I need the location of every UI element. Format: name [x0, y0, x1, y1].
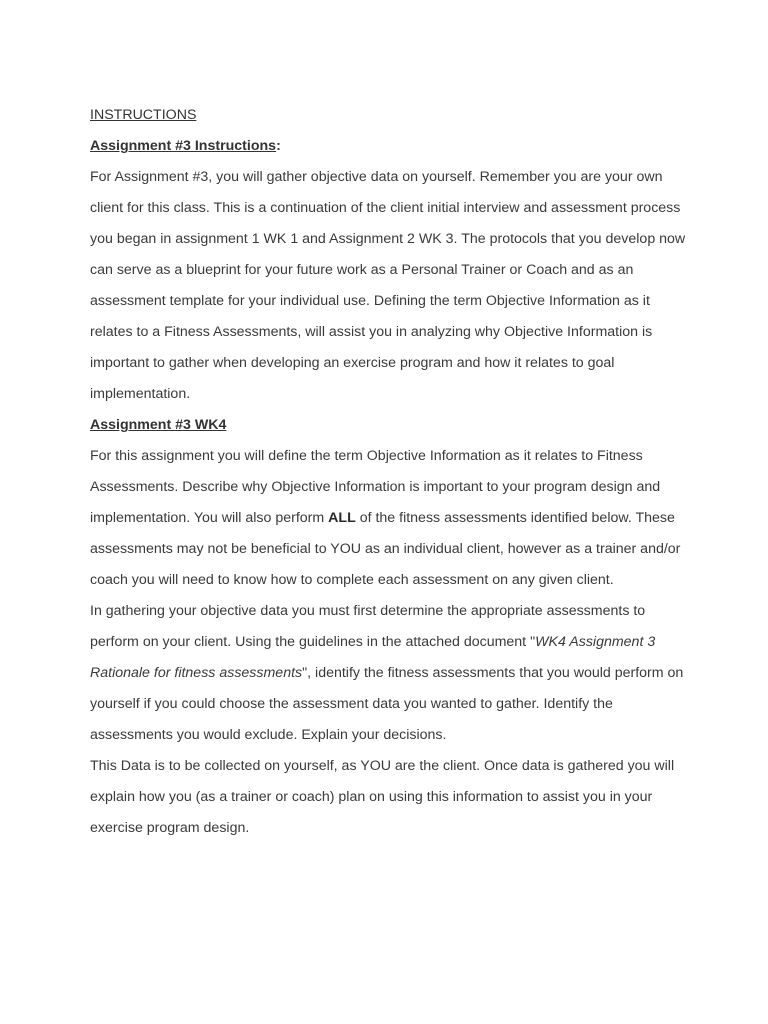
- section1-paragraph: For Assignment #3, you will gather objective data on yourself. Remember you are your own client for this class. This is a continuation of the client initial interview and assessment process you began in assignment 1 WK 1 and Assignment 2 WK 3. The protocols that you develop now can serve as a blueprint for your future work as a Personal Trainer or Coach and as an assessment template for your individual use. Defining the term Objective Information as it relates to a Fitness Assessments, will assist you in analyzing why Objective Information is important to gather when developing an exercise program and how it relates to goal implementation.: [90, 169, 686, 402]
- section2-heading-text: Assignment #3 WK4: [90, 417, 227, 433]
- section2-p1-text-after: of the fitness assessments identified below. These assessments may not be beneficial to YOU as an individual client, however as a trainer and/or coach you will need to know how to complete each assessment on any given client.: [90, 510, 681, 588]
- document-title: INSTRUCTIONS: [90, 107, 197, 123]
- section1-heading: [90, 131, 690, 162]
- document-page: [90, 100, 690, 844]
- section1-heading-text: Assignment #3 Instructions: [90, 138, 277, 154]
- section2-heading: [90, 410, 690, 441]
- section2-p1-bold-all: ALL: [328, 510, 356, 526]
- section2-paragraph-3: This Data is to be collected on yourself, as YOU are the client. Once data is gathered you will explain how you (as a trainer or coach) plan on using this information to assist you in your exercise program design.: [90, 758, 675, 836]
- section2-paragraph-1: [90, 441, 690, 596]
- section2-p2-document-name: WK4 Assignment 3 Rationale for fitness assessments: [90, 634, 656, 681]
- section2-paragraph-2: [90, 596, 690, 751]
- section2-p2-text-after: ", identify the fitness assessments that you would perform on yourself if you could choose the assessment data you wanted to gather. Identify the assessments you would exclude. Explain your decisions.: [90, 665, 684, 743]
- section2-p1-text-before: For this assignment you will define the term Objective Information as it relates to Fitness Assessments. Describe why Objective Information is important to your program design and implementation. You will also perform: [90, 448, 661, 526]
- section2-p2-text-before: In gathering your objective data you must first determine the appropriate assessments to perform on your client. Using the guidelines in the attached document ": [90, 603, 646, 650]
- section1-heading-colon: :: [276, 138, 281, 154]
